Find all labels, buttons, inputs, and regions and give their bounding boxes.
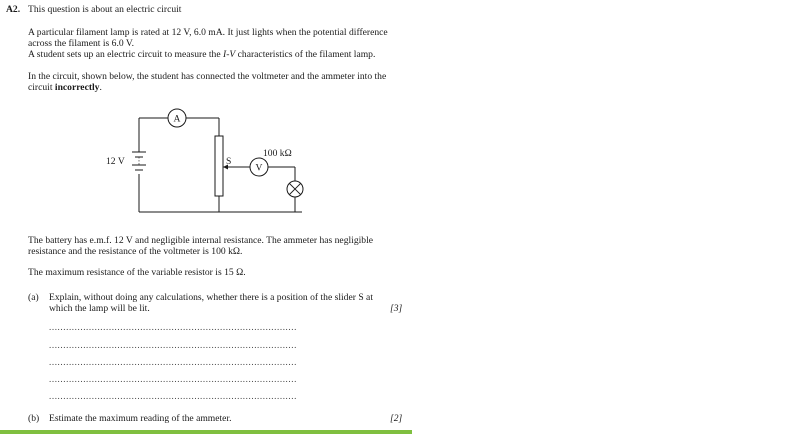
question-intro: This question is about an electric circuit — [28, 4, 182, 15]
paragraph-3-line-2: resistance and the resistance of the voltmeter is 100 kΩ. — [28, 246, 243, 257]
answer-line-3[interactable]: ....................................................................................... — [49, 357, 297, 367]
part-a-label: (a) — [28, 292, 39, 303]
part-b-marks: [2] — [390, 413, 403, 424]
incorrectly-emphasis: incorrectly — [54, 82, 100, 93]
part-a-line-1: Explain, without doing any calculations, whether there is a position of the slider S at — [49, 292, 373, 303]
paragraph-1-line-2: across the filament is 6.0 V. — [28, 38, 134, 49]
bottom-accent-bar — [0, 430, 412, 434]
paragraph-2-line-2-end: . — [99, 82, 102, 93]
paragraph-1-line-3 — [28, 49, 375, 61]
paragraph-2-line-2-start: circuit — [28, 82, 55, 93]
question-number: A2. — [6, 4, 21, 15]
iv-term: I-V — [223, 49, 236, 60]
circuit-diagram — [92, 100, 322, 218]
slider-label: S — [226, 156, 232, 167]
paragraph-4: The maximum resistance of the variable resistor is 15 Ω. — [28, 267, 246, 278]
answer-line-5[interactable]: ....................................................................................... — [49, 391, 297, 401]
voltmeter-label: V — [255, 162, 263, 174]
part-a-marks: [3] — [390, 303, 403, 314]
answer-line-2[interactable]: ....................................................................................... — [49, 340, 297, 350]
paragraph-2-line-2 — [28, 82, 102, 94]
ammeter-label: A — [173, 113, 181, 125]
answer-line-1[interactable]: ....................................................................................... — [49, 322, 297, 332]
part-a-line-2: which the lamp will be lit. — [49, 303, 150, 314]
paragraph-3-line-1: The battery has e.m.f. 12 V and negligible internal resistance. The ammeter has negligible — [28, 235, 373, 246]
variable-resistor — [215, 136, 223, 196]
paragraph-2-line-1: In the circuit, shown below, the student has connected the voltmeter and the ammeter into the — [28, 71, 387, 82]
paragraph-1-line-1: A particular filament lamp is rated at 12 V, 6.0 mA. It just lights when the potential difference — [28, 27, 388, 38]
part-b-label: (b) — [28, 413, 40, 424]
battery-symbol — [132, 152, 146, 170]
voltmeter-resistance-label: 100 kΩ — [263, 148, 292, 159]
answer-line-4[interactable]: ....................................................................................... — [49, 374, 297, 384]
paragraph-1-line-3-start: A student sets up an electric circuit to measure the — [28, 49, 224, 60]
paragraph-1-line-3-end: characteristics of the filament lamp. — [235, 49, 376, 60]
part-b-text: Estimate the maximum reading of the ammeter. — [49, 413, 232, 424]
battery-label: 12 V — [106, 156, 125, 167]
